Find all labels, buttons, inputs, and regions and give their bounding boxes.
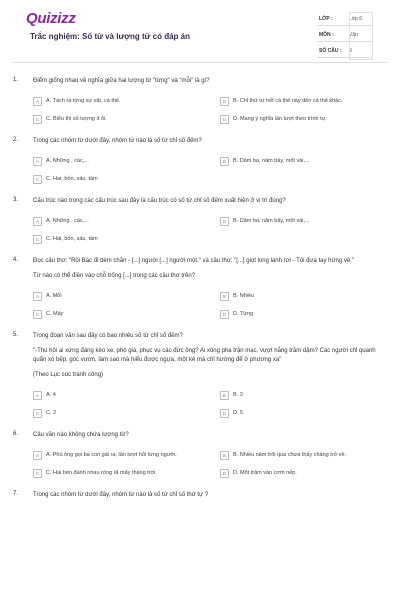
question-passage: Từ nào có thể điền vào chỗ trống [...] trong các câu thơ trên?: [33, 273, 196, 279]
option-letter-box: D: [220, 310, 229, 319]
options-grid: [33, 95, 387, 125]
option-letter-box: A: [33, 292, 42, 301]
question-list: [13, 77, 387, 500]
option-text: B. 3: [233, 391, 243, 398]
question-text: Đọc câu thơ: "Rồi Bác đi dém chăn - [...] người [...] người một." và câu thơ: "[...] giọt long lanh rơi - Tôi đưa tay hứng về.": [33, 258, 354, 264]
option-a[interactable]: [33, 389, 200, 401]
option-letter-box: C: [33, 115, 42, 124]
option-c[interactable]: [33, 113, 200, 125]
option-b[interactable]: [220, 95, 387, 107]
option-text: D. Mang ý nghĩa lần lượt theo trình tự.: [233, 115, 327, 122]
option-c[interactable]: [33, 233, 200, 245]
option-letter-box: A: [33, 451, 42, 460]
question-passage: "-Thú hỏi ai xứng đáng kéo xe, phò giá, phục vụ các đức ông? Ai xông pha trận mạc, vượt hằng trăm dặm? Các người chỉ quanh quẩn xó bếp, góc vườn, làm sao mà hiểu được ngựa, một kẻ mà chỉ hướng để ở phương xa": [33, 348, 376, 363]
option-c[interactable]: [33, 407, 200, 419]
option-letter-box: C: [33, 175, 42, 184]
question-text: Điểm giống nhau về nghĩa giữa hai lượng từ "từng" và "mỗi" là gì?: [33, 78, 210, 84]
option-text: C. Biểu thị số lượng ít ỏi.: [46, 115, 107, 122]
option-d[interactable]: [220, 308, 387, 320]
option-letter-box: B: [220, 451, 229, 460]
meta-value: Lớp 6: [349, 15, 363, 22]
option-d[interactable]: [220, 113, 387, 125]
meta-label: LỚP :: [319, 15, 333, 22]
option-text: D. Từng: [233, 310, 254, 317]
option-text: B. Chỉ thứ tự hết cả thể này đến cá thể khác.: [233, 97, 343, 104]
option-text: A. Những , các,...: [46, 217, 89, 224]
option-text: B. Dăm ba, năm bảy, mốt vài,...: [233, 157, 310, 164]
question-number: 1.: [13, 77, 19, 83]
option-text: B. Nhiều năm trôi qua chưa thấy chàng trở về.: [233, 451, 347, 458]
question-number: 7.: [13, 491, 19, 497]
option-a[interactable]: [33, 449, 200, 461]
option-a[interactable]: [33, 95, 200, 107]
option-b[interactable]: [220, 389, 387, 401]
meta-value: Văn: [349, 31, 358, 38]
question-3: [13, 197, 387, 245]
question-number: 3.: [13, 197, 19, 203]
option-letter-box: B: [220, 391, 229, 400]
option-b[interactable]: [220, 449, 387, 461]
option-text: B. Dăm ba, năm bảy, một vài,...: [233, 217, 310, 224]
question-4: [13, 257, 387, 320]
options-grid: [33, 449, 387, 479]
meta-table: [317, 12, 373, 60]
option-letter-box: C: [33, 310, 42, 319]
option-letter-box: D: [220, 115, 229, 124]
option-letter-box: D: [220, 409, 229, 418]
option-letter-box: A: [33, 157, 42, 166]
option-c[interactable]: [33, 467, 200, 479]
option-letter-box: B: [220, 217, 229, 226]
question-text: Trong các nhóm từ dưới đây, nhóm từ nào là số từ chỉ số đếm?: [33, 138, 202, 144]
question-text: Trong các nhóm từ dưới đây, nhóm từ nào là số từ chỉ số thứ tự ?: [33, 492, 209, 498]
options-grid: [33, 155, 387, 185]
question-text: Câu văn nào không chứa lượng từ?: [33, 432, 129, 438]
option-c[interactable]: [33, 308, 200, 320]
option-letter-box: B: [220, 97, 229, 106]
question-6: [13, 431, 387, 479]
option-text: C. Mấy: [46, 310, 64, 317]
option-text: D. Một trăm ván cơm nếp.: [233, 469, 297, 476]
option-text: C. 2: [46, 409, 57, 416]
option-text: C. Hai, bốn, sáu, tám: [46, 175, 98, 182]
question-number: 4.: [13, 257, 19, 263]
option-d[interactable]: [220, 467, 387, 479]
option-letter-box: A: [33, 97, 42, 106]
option-text: A. 4: [46, 391, 56, 398]
option-text: D. 5: [233, 409, 244, 416]
question-number: 5.: [13, 332, 19, 338]
question-5: [13, 332, 387, 419]
option-letter-box: A: [33, 217, 42, 226]
option-text: A. Phú ông gọi ba con gái ra, lần lượt hỏi từng người.: [46, 451, 177, 458]
header: [13, 0, 387, 62]
option-letter-box: C: [33, 469, 42, 478]
option-a[interactable]: [33, 290, 200, 302]
option-text: A. Mỗi: [46, 292, 62, 299]
meta-value: 9: [349, 47, 352, 54]
option-b[interactable]: [220, 215, 387, 227]
meta-value-box: [349, 12, 373, 60]
option-letter-box: B: [220, 157, 229, 166]
question-text: Trong đoạn văn sau đây có bao nhiêu số từ chỉ số đếm?: [33, 333, 183, 339]
question-text: Cấu trúc nào trong các cấu trúc sau đây là cấu trúc có số từ chỉ số đếm xuất hiện ở vị trí đúng?: [33, 198, 286, 204]
option-b[interactable]: [220, 155, 387, 167]
worksheet-title: Trắc nghiệm: Số từ và lượng từ có đáp án: [30, 32, 190, 41]
option-letter-box: C: [33, 235, 42, 244]
options-grid: [33, 215, 387, 245]
option-text: C. Hai, bốn, sáu, tám: [46, 235, 98, 242]
question-7: [13, 491, 387, 500]
question-number: 2.: [13, 137, 19, 143]
option-d[interactable]: [220, 407, 387, 419]
option-letter-box: D: [220, 469, 229, 478]
meta-label: MÔN :: [319, 31, 334, 38]
option-letter-box: A: [33, 391, 42, 400]
option-text: B. Nhiều: [233, 292, 255, 299]
option-a[interactable]: [33, 215, 200, 227]
option-text: A. Tách ra từng sự vật, cá thể.: [46, 97, 121, 104]
option-text: C. Hai bên đánh nhau ròng rã mấy tháng trời.: [46, 469, 157, 476]
question-number: 6.: [13, 431, 19, 437]
quizizz-logo: Quizizz: [26, 10, 76, 27]
option-text: A. Những , các,...: [46, 157, 89, 164]
option-c[interactable]: [33, 173, 200, 185]
meta-label: SỐ CÂU :: [319, 47, 342, 54]
header-divider: [13, 62, 387, 63]
options-grid: [33, 389, 387, 419]
options-grid: [33, 290, 387, 320]
option-letter-box: B: [220, 292, 229, 301]
question-source: (Theo Lục súc tranh công): [33, 372, 104, 378]
option-b[interactable]: [220, 290, 387, 302]
question-1: [13, 77, 387, 125]
question-2: [13, 137, 387, 185]
option-a[interactable]: [33, 155, 200, 167]
option-letter-box: C: [33, 409, 42, 418]
